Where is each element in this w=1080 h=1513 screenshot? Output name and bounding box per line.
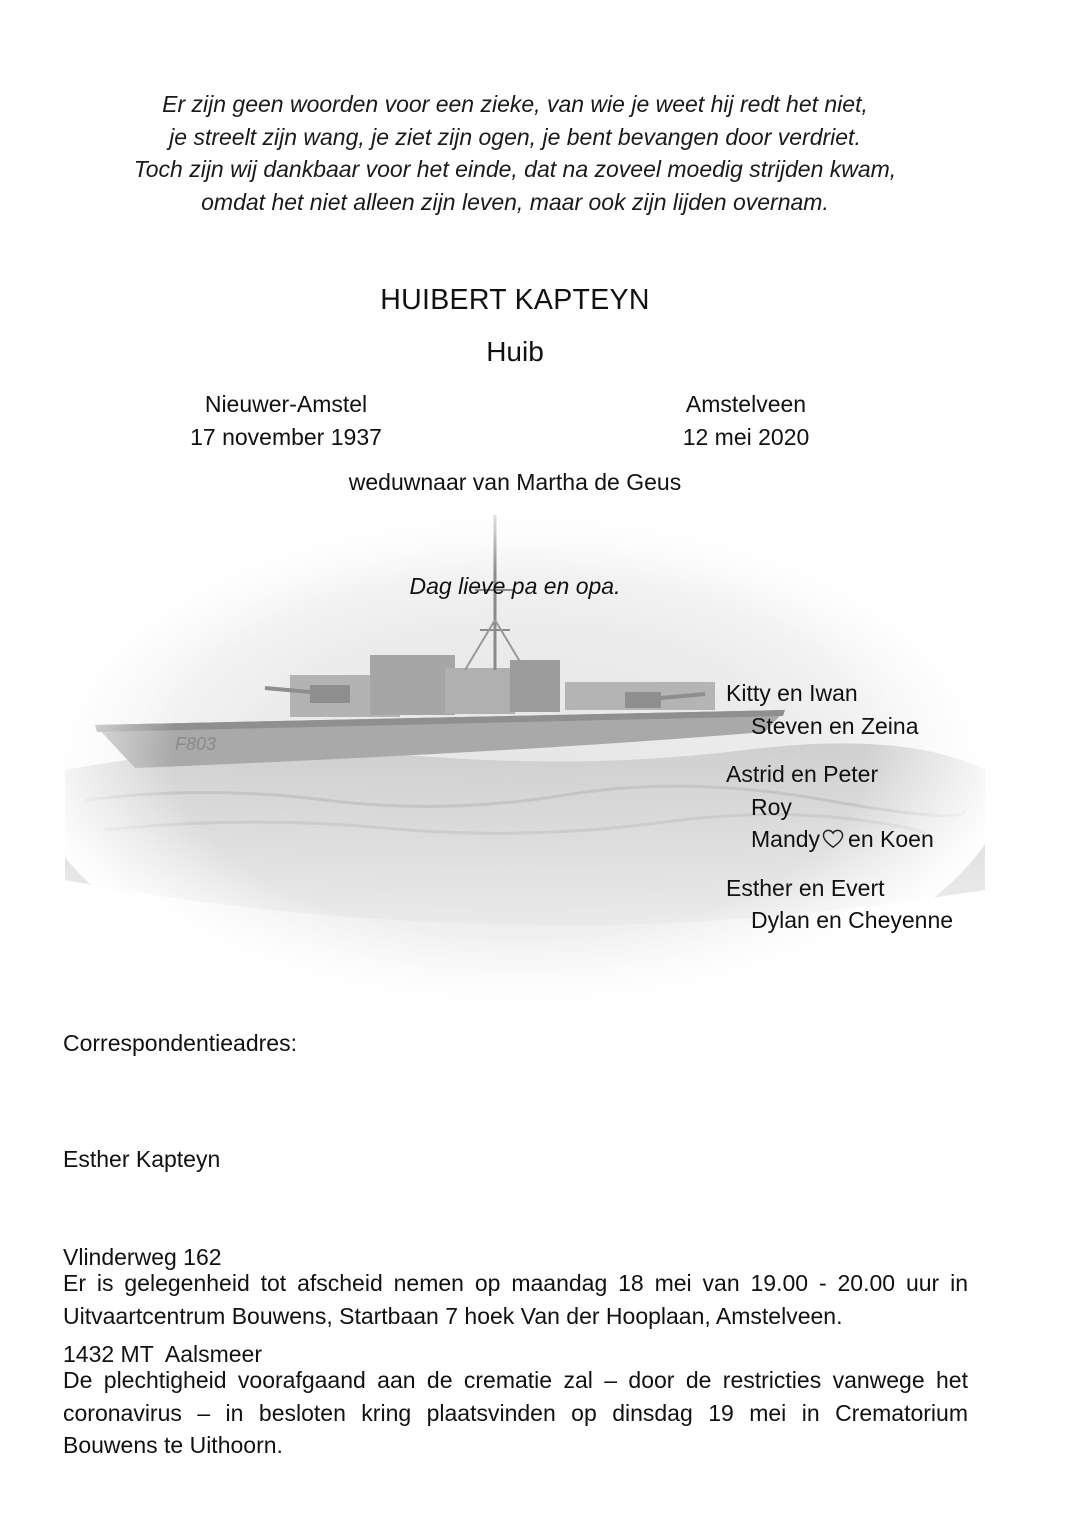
- family-connector: en: [848, 826, 874, 852]
- family-parent: Astrid en Peter: [726, 761, 879, 787]
- correspondence-label: Correspondentieadres:: [63, 1030, 297, 1056]
- birth-date: 17 november 1937: [190, 424, 382, 450]
- family-child-name: Koen: [880, 826, 934, 852]
- poem-line: je streelt zijn wang, je ziet zijn ogen, je bent bevangen door verdriet.: [169, 123, 861, 150]
- deceased-nickname: Huib: [486, 336, 544, 367]
- poem-line: Toch zijn wij dankbaar voor het einde, dat na zoveel moedig strijden kwam,: [133, 156, 897, 182]
- visitation-info: Er is gelegenheid tot afscheid nemen op maandag 18 mei van 19.00 - 20.00 uur in Uitvaartcentrum Bouwens, Startbaan 7 hoek Van der Hooplaan, Amstelveen.: [63, 1270, 968, 1329]
- correspondence-address: [63, 1078, 262, 1403]
- ceremony-info: De plechtigheid voorafgaand aan de crematie zal – door de restricties vanwege het coronavirus – in besloten kring plaatsvinden op dinsdag 19 mei in Crematorium Bouwens te Uithoorn.: [63, 1367, 968, 1458]
- death-place: Amstelveen: [685, 391, 807, 417]
- heart-outline-icon: [822, 825, 844, 845]
- family-child: Dylan en Cheyenne: [751, 907, 954, 933]
- family-group: [726, 677, 1046, 742]
- family-group: [726, 872, 1046, 937]
- spouse-line: weduwnaar van Martha de Geus: [348, 469, 682, 495]
- family-parent: Esther en Evert: [726, 874, 885, 901]
- family-child: Roy: [751, 793, 792, 820]
- death-date: 12 mei 2020: [682, 424, 810, 450]
- death-info: [596, 388, 896, 454]
- address-street: Vlinderweg 162: [63, 1243, 222, 1270]
- poem-line: Er zijn geen woorden voor een zieke, van wie je weet hij redt het niet,: [162, 91, 868, 117]
- family-child-mandy-koen: [726, 823, 1046, 856]
- family-parent: Kitty en Iwan: [726, 680, 858, 706]
- poem-line: omdat het niet alleen zijn leven, maar ook zijn lijden overnam.: [201, 188, 829, 215]
- family-child: Steven en Zeina: [751, 712, 919, 739]
- farewell-text: Dag lieve pa en opa.: [409, 573, 621, 599]
- address-postal-city: 1432 MT Aalsmeer: [63, 1341, 263, 1367]
- family-child-name: Mandy: [751, 826, 821, 852]
- address-name: Esther Kapteyn: [63, 1146, 221, 1172]
- family-group: [726, 758, 1046, 856]
- birth-info: [136, 388, 436, 454]
- birth-place: Nieuwer-Amstel: [204, 391, 368, 417]
- deceased-full-name: HUIBERT KAPTEYN: [380, 284, 650, 316]
- poem: [0, 88, 1030, 218]
- family-list: [726, 677, 1046, 953]
